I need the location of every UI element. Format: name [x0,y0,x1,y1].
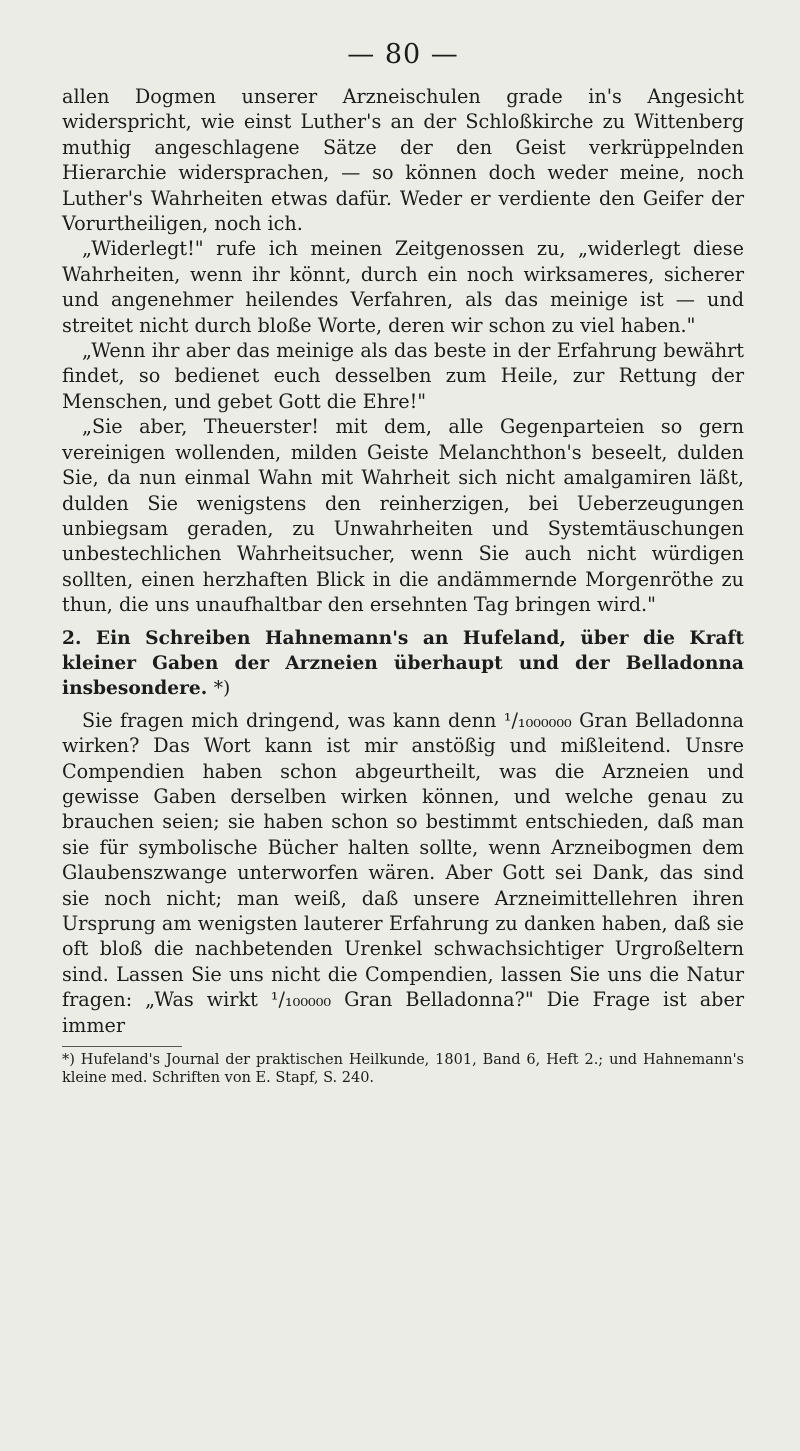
paragraph-erfahrung: „Wenn ihr aber das meinige als das beste in der Erfahrung bewährt findet, so bedienet euch desselben zum Heile, zur Rettung der Menschen, und gebet Gott die Ehre!" [62,339,744,413]
page-number: — 80 — [347,39,459,70]
section-heading [62,626,744,702]
section-number: 2. [62,627,82,649]
footnote: *) Hufeland's Journal der praktischen Heilkunde, 1801, Band 6, Heft 2.; und Hahnemann's kleine med. Schriften von E. Stapf, S. 240. [62,1052,744,1087]
paragraph-letter: Sie fragen mich dringend, was kann denn ¹/₁₀₀₀₀₀₀ Gran Belladonna wirken? Das Wort kann ist mir anstößig und mißleitend. Unsre Compendien haben schon abgeurtheilt, was die Arzneien und gewisse Gaben derselben wirken können, und welche genau zu brauchen seien; sie haben schon so bestimmt entschieden, daß man sie für symbolische Bücher halten sollte, wenn Arzneibogmen dem Glaubenszwange unterworfen wären. Aber Gott sei Dank, das sind sie noch nicht; man weiß, daß unsere Arzneimittellehren ihren Ursprung am wenigsten lauterer Erfahrung zu danken haben, daß sie oft bloß die nachbetenden Urenkel schwachsichtiger Urgroßeltern sind. Lassen Sie uns nicht die Compendien, lassen Sie uns die Natur fragen: „Was wirkt ¹/₁₀₀₀₀₀ Gran Belladonna?" Die Frage ist aber immer [62,708,744,1037]
footnote-divider [62,1046,182,1047]
section-title: Ein Schreiben Hahnemann's an Hufeland, über die Kraft kleiner Gaben der Arzneien überhaupt und der Belladonna insbesondere. [62,627,744,700]
paragraph-continuation: allen Dogmen unserer Arzneischulen grade in's Angesicht widerspricht, wie einst Luther's an der Schloßkirche zu Wittenberg muthig angeschlagene Sätze der den Geist verkrüppelnden Hierarchie widersprachen, — so können doch weder meine, noch Luther's Wahrheiten etwas dafür. Weder er verdiente den Geifer der Vorurtheiligen, noch ich. [62,85,744,236]
paragraph-widerlegt: „Widerlegt!" rufe ich meinen Zeitgenossen zu, „widerlegt diese Wahrheiten, wenn ihr könnt, durch ein noch wirksameres, sicherer und angenehmer heilendes Verfahren, als das meinige ist — und streitet nicht durch bloße Worte, deren wir schon zu viel haben." [62,237,744,337]
paragraph-theuerster: „Sie aber, Theuerster! mit dem, alle Gegenparteien so gern vereinigen wollenden, milden Geiste Melanchthon's beseelt, dulden Sie, da nun einmal Wahn mit Wahrheit sich nicht amalgamiren läßt, dulden Sie wenigstens den reinherzigen, bei Ueberzeugungen unbiegsam geraden, zu Unwahrheiten und Systemtäuschungen unbestechlichen Wahrheitsucher, wenn Sie auch nicht würdigen sollten, einen herzhaften Blick in die andämmernde Morgenröthe zu thun, die uns unaufhaltbar den ersehnten Tag bringen wird." [62,415,744,617]
footnote-marker: *) [213,678,231,700]
